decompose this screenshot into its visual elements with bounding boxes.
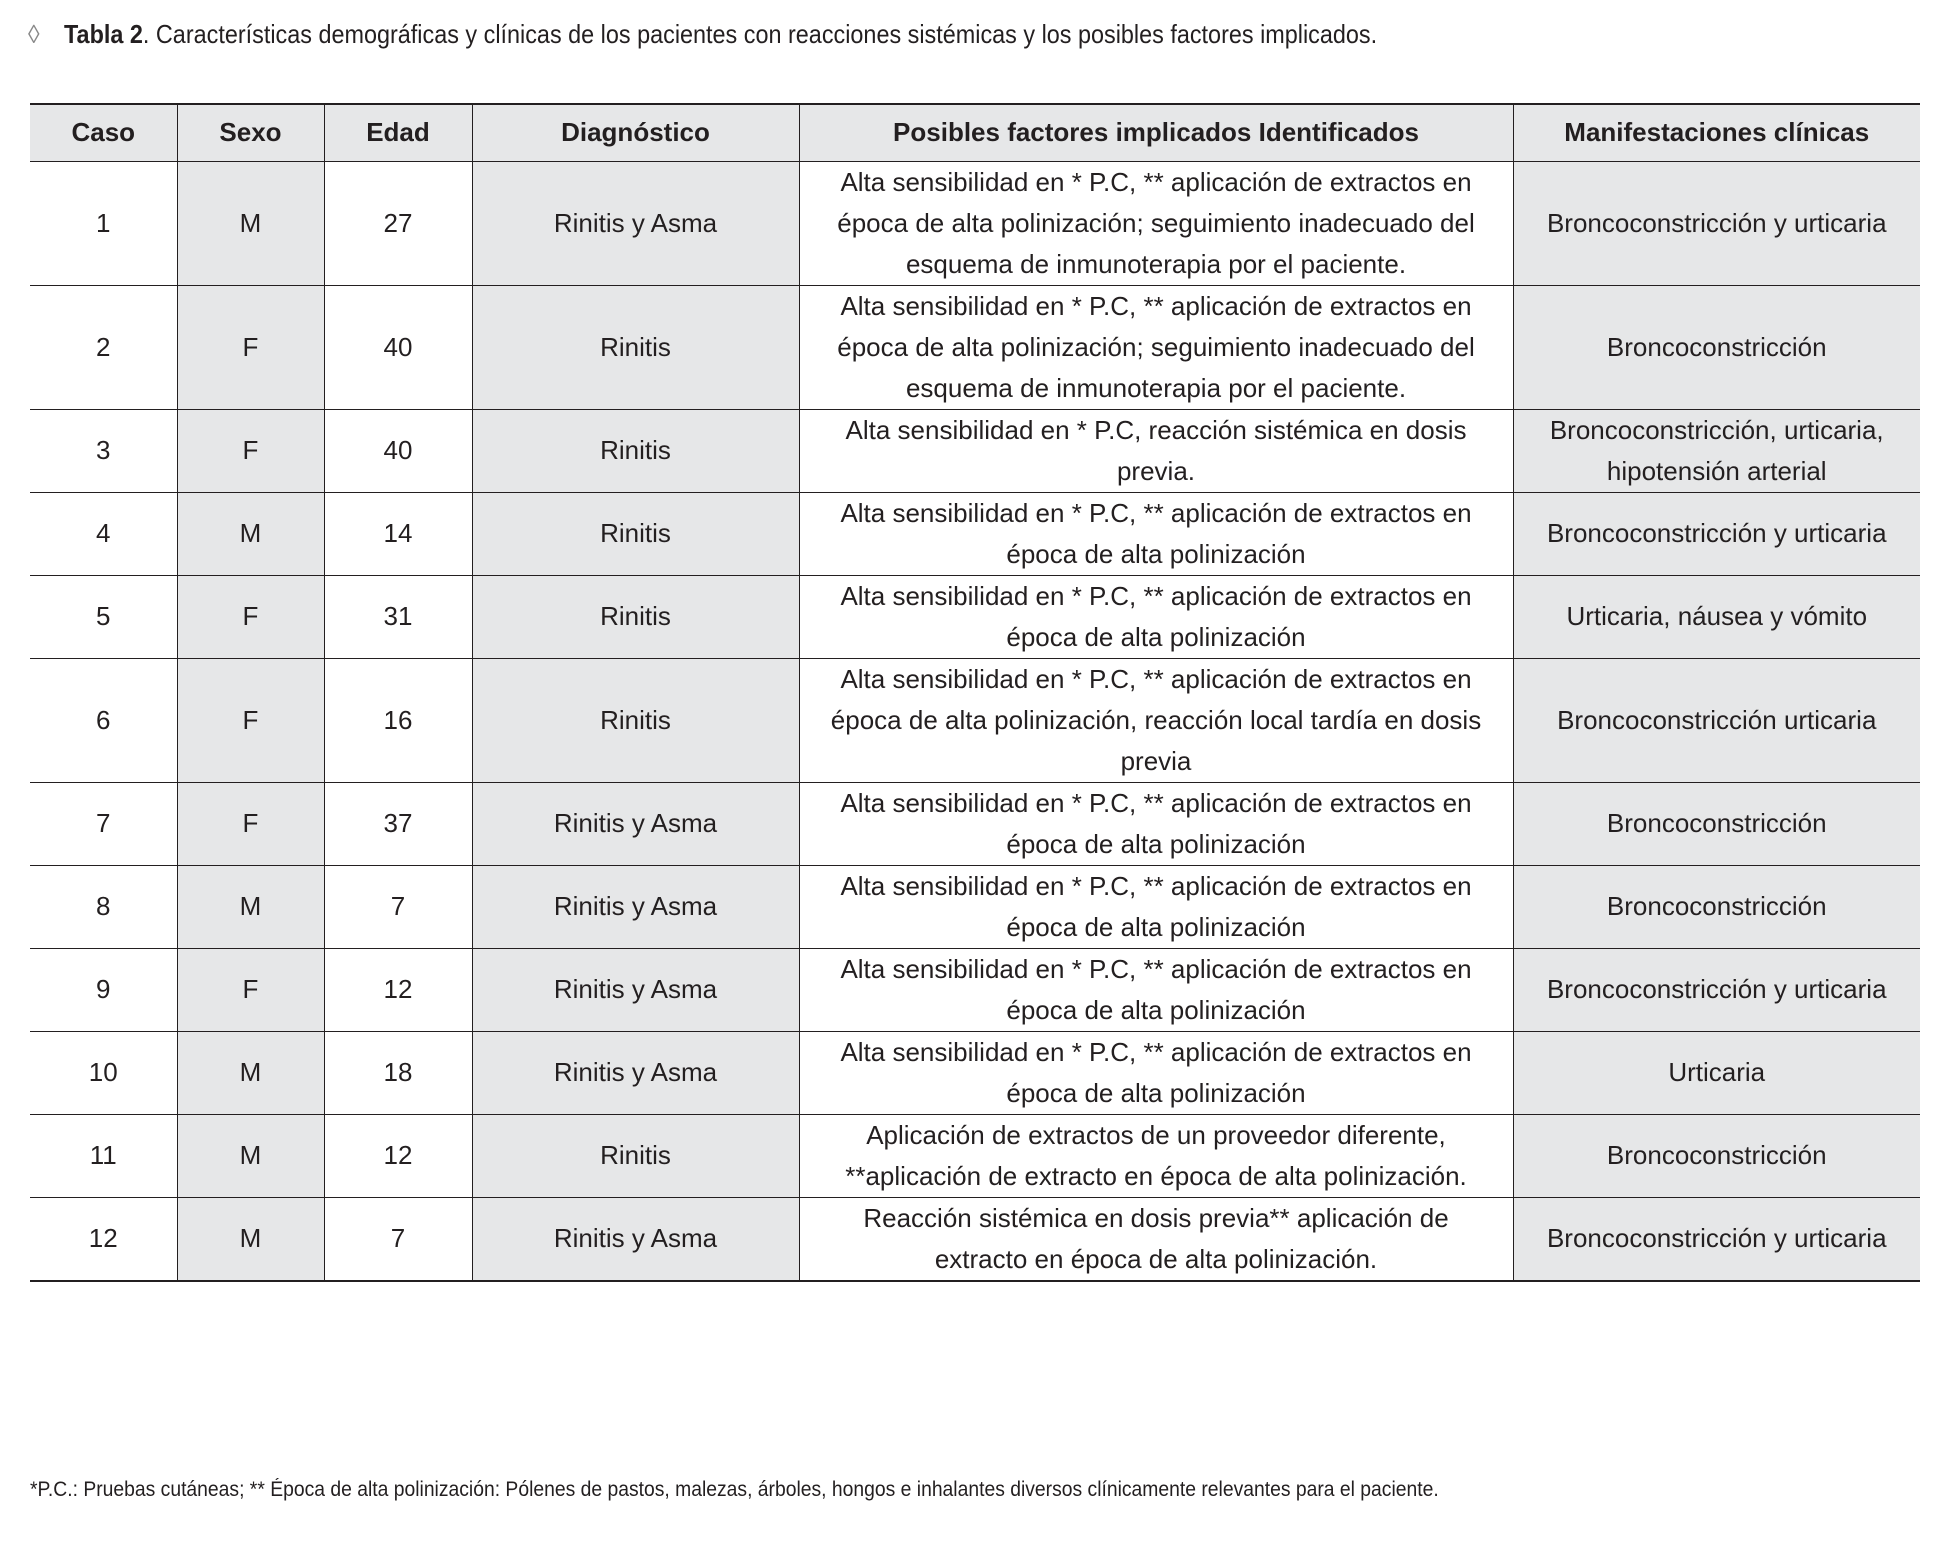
- cell-edad: 40: [324, 409, 472, 492]
- cell-sexo: M: [177, 865, 324, 948]
- cell-sexo: M: [177, 161, 324, 285]
- cell-diagnostico: Rinitis y Asma: [472, 161, 799, 285]
- cell-diagnostico: Rinitis y Asma: [472, 948, 799, 1031]
- cell-caso: 5: [30, 575, 177, 658]
- cell-manifestaciones: Broncoconstricción: [1513, 782, 1920, 865]
- table-row: [30, 409, 1920, 492]
- cell-diagnostico: Rinitis: [472, 409, 799, 492]
- diamond-bullet-icon: ◊: [28, 19, 40, 49]
- table-row: [30, 161, 1920, 285]
- table-row: [30, 1197, 1920, 1281]
- header-factores: Posibles factores implicados Identificados: [799, 104, 1513, 161]
- cell-diagnostico: Rinitis y Asma: [472, 782, 799, 865]
- cell-caso: 3: [30, 409, 177, 492]
- cell-diagnostico: Rinitis y Asma: [472, 1197, 799, 1281]
- cell-factores: Alta sensibilidad en * P.C, ** aplicación de extractos en época de alta polinización: [799, 782, 1513, 865]
- cell-edad: 31: [324, 575, 472, 658]
- cell-factores: Alta sensibilidad en * P.C, reacción sistémica en dosis previa.: [799, 409, 1513, 492]
- cell-caso: 4: [30, 492, 177, 575]
- table-row: [30, 1114, 1920, 1197]
- cell-diagnostico: Rinitis: [472, 575, 799, 658]
- cell-edad: 7: [324, 865, 472, 948]
- cell-factores: Aplicación de extractos de un proveedor diferente, **aplicación de extracto en época de alta polinización.: [799, 1114, 1513, 1197]
- cell-manifestaciones: Broncoconstricción y urticaria: [1513, 492, 1920, 575]
- cell-factores: Alta sensibilidad en * P.C, ** aplicación de extractos en época de alta polinización: [799, 948, 1513, 1031]
- table-row: [30, 575, 1920, 658]
- patients-table: [30, 103, 1920, 1282]
- cell-diagnostico: Rinitis: [472, 1114, 799, 1197]
- cell-sexo: F: [177, 285, 324, 409]
- cell-caso: 10: [30, 1031, 177, 1114]
- cell-caso: 9: [30, 948, 177, 1031]
- cell-factores: Alta sensibilidad en * P.C, ** aplicación de extractos en época de alta polinización, reacción local tardía en dosis previa: [799, 658, 1513, 782]
- table-row: [30, 865, 1920, 948]
- cell-edad: 27: [324, 161, 472, 285]
- cell-diagnostico: Rinitis: [472, 658, 799, 782]
- table-row: [30, 492, 1920, 575]
- header-sexo: Sexo: [177, 104, 324, 161]
- cell-manifestaciones: Broncoconstricción urticaria: [1513, 658, 1920, 782]
- cell-sexo: M: [177, 492, 324, 575]
- cell-sexo: F: [177, 409, 324, 492]
- cell-sexo: M: [177, 1114, 324, 1197]
- cell-diagnostico: Rinitis: [472, 492, 799, 575]
- cell-factores: Reacción sistémica en dosis previa** aplicación de extracto en época de alta polinización.: [799, 1197, 1513, 1281]
- cell-factores: Alta sensibilidad en * P.C, ** aplicación de extractos en época de alta polinización; seguimiento inadecuado del esquema de inmunoterapia por el paciente.: [799, 285, 1513, 409]
- caption-text: . Características demográficas y clínicas de los pacientes con reacciones sistémicas y los posibles factores implicados.: [142, 19, 1378, 49]
- cell-manifestaciones: Broncoconstricción, urticaria, hipotensión arterial: [1513, 409, 1920, 492]
- cell-factores: Alta sensibilidad en * P.C, ** aplicación de extractos en época de alta polinización: [799, 575, 1513, 658]
- caption-label: Tabla 2: [64, 19, 143, 49]
- cell-caso: 12: [30, 1197, 177, 1281]
- cell-sexo: F: [177, 948, 324, 1031]
- table-row: [30, 285, 1920, 409]
- cell-edad: 16: [324, 658, 472, 782]
- cell-sexo: F: [177, 575, 324, 658]
- cell-sexo: M: [177, 1031, 324, 1114]
- cell-edad: 12: [324, 1114, 472, 1197]
- cell-edad: 18: [324, 1031, 472, 1114]
- table-caption: [28, 14, 1738, 54]
- table-row: [30, 1031, 1920, 1114]
- table-header-row: [30, 104, 1920, 161]
- cell-edad: 37: [324, 782, 472, 865]
- header-diagnostico: Diagnóstico: [472, 104, 799, 161]
- table-footnote: *P.C.: Pruebas cutáneas; ** Época de alta polinización: Pólenes de pastos, malezas, árboles, hongos e inhalantes diversos clínicamente relevantes para el paciente.: [30, 1478, 1439, 1501]
- cell-edad: 7: [324, 1197, 472, 1281]
- cell-caso: 6: [30, 658, 177, 782]
- cell-factores: Alta sensibilidad en * P.C, ** aplicación de extractos en época de alta polinización; seguimiento inadecuado del esquema de inmunoterapia por el paciente.: [799, 161, 1513, 285]
- cell-sexo: F: [177, 782, 324, 865]
- cell-manifestaciones: Urticaria: [1513, 1031, 1920, 1114]
- cell-factores: Alta sensibilidad en * P.C, ** aplicación de extractos en época de alta polinización: [799, 492, 1513, 575]
- cell-manifestaciones: Broncoconstricción: [1513, 865, 1920, 948]
- cell-sexo: M: [177, 1197, 324, 1281]
- cell-factores: Alta sensibilidad en * P.C, ** aplicación de extractos en época de alta polinización: [799, 1031, 1513, 1114]
- table-body: [30, 161, 1920, 1281]
- cell-edad: 14: [324, 492, 472, 575]
- cell-diagnostico: Rinitis y Asma: [472, 865, 799, 948]
- header-manifestaciones: Manifestaciones clínicas: [1513, 104, 1920, 161]
- cell-manifestaciones: Broncoconstricción: [1513, 1114, 1920, 1197]
- cell-caso: 2: [30, 285, 177, 409]
- cell-diagnostico: Rinitis: [472, 285, 799, 409]
- cell-edad: 40: [324, 285, 472, 409]
- cell-sexo: F: [177, 658, 324, 782]
- cell-manifestaciones: Urticaria, náusea y vómito: [1513, 575, 1920, 658]
- cell-diagnostico: Rinitis y Asma: [472, 1031, 799, 1114]
- cell-manifestaciones: Broncoconstricción y urticaria: [1513, 948, 1920, 1031]
- header-edad: Edad: [324, 104, 472, 161]
- cell-manifestaciones: Broncoconstricción: [1513, 285, 1920, 409]
- cell-caso: 11: [30, 1114, 177, 1197]
- cell-caso: 1: [30, 161, 177, 285]
- cell-factores: Alta sensibilidad en * P.C, ** aplicación de extractos en época de alta polinización: [799, 865, 1513, 948]
- header-caso: Caso: [30, 104, 177, 161]
- cell-caso: 7: [30, 782, 177, 865]
- cell-caso: 8: [30, 865, 177, 948]
- cell-manifestaciones: Broncoconstricción y urticaria: [1513, 1197, 1920, 1281]
- table-row: [30, 948, 1920, 1031]
- cell-manifestaciones: Broncoconstricción y urticaria: [1513, 161, 1920, 285]
- cell-edad: 12: [324, 948, 472, 1031]
- table-row: [30, 658, 1920, 782]
- table-row: [30, 782, 1920, 865]
